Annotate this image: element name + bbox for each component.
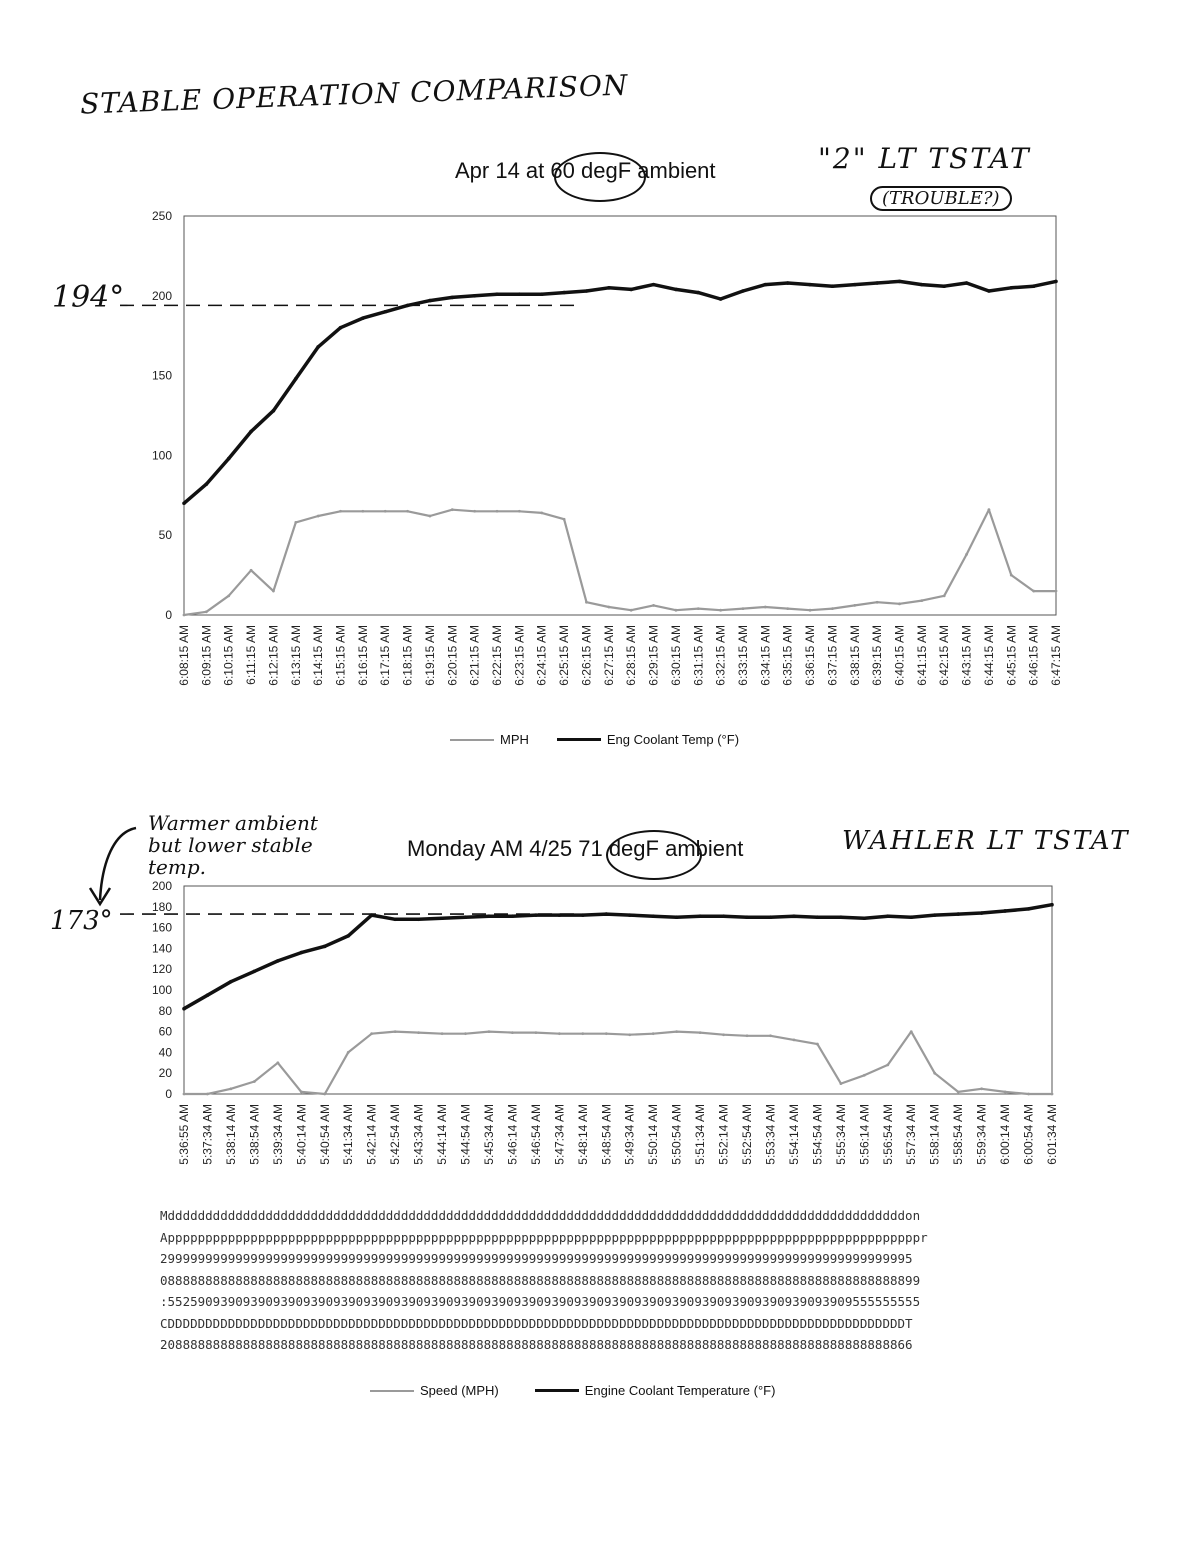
chart2-temp-circle-annotation — [606, 830, 702, 880]
chart2-coolant-point — [581, 913, 585, 917]
chart1-mph-point — [809, 609, 812, 612]
chart2-y-tick-label: 120 — [151, 962, 172, 977]
chart2-coolant-point — [769, 915, 773, 919]
chart2-mph-point — [957, 1091, 960, 1094]
chart2-x-tick-label: 5:46:54 AM — [528, 1104, 543, 1165]
chart2-y-tick-label: 100 — [151, 983, 172, 997]
chart1-x-tick-label: 6:36:15 AM — [803, 625, 818, 686]
chart1-mph-point — [988, 508, 991, 511]
chart2-x-tick-label: 5:37:34 AM — [200, 1104, 215, 1165]
chart1-x-tick-label: 6:43:15 AM — [959, 625, 974, 686]
garbled-row: 08888888888888888888888888888888888888888888888888888888888888888888888888888888888888888888888888899 — [160, 1272, 921, 1288]
chart2-mph-point — [581, 1032, 584, 1035]
chart1-x-tick-label: 6:45:15 AM — [1004, 625, 1019, 686]
chart2-mph-point — [417, 1031, 420, 1034]
chart2-mph-point — [746, 1034, 749, 1037]
chart1-coolant-point — [227, 457, 231, 461]
chart1-coolant-point — [853, 283, 857, 287]
chart1-coolant-point — [875, 281, 879, 285]
chart1-legend-coolant-label: Eng Coolant Temp (°F) — [606, 732, 740, 747]
chart1-mph-point — [406, 510, 409, 513]
chart1-y-tick-label: 0 — [165, 608, 172, 622]
chart2-mph-point — [933, 1072, 936, 1075]
chart2-y-tick-label: 20 — [158, 1066, 172, 1081]
chart1-x-tick-label: 6:35:15 AM — [780, 625, 795, 686]
chart1-mph-point — [183, 614, 186, 617]
chart2-y-tick-label: 160 — [151, 920, 172, 935]
chart2-mph-point — [910, 1030, 913, 1033]
chart2-mph-point — [699, 1031, 702, 1034]
chart1-coolant-point — [518, 292, 522, 296]
chart1-coolant-point — [205, 482, 209, 486]
chart2-x-tick-label: 6:00:14 AM — [998, 1104, 1013, 1165]
chart1-x-tick-label: 6:26:15 AM — [579, 625, 594, 686]
chart2-warmer-note-line3: temp. — [148, 855, 206, 879]
chart2-mph-point — [605, 1032, 608, 1035]
chart1-mph-point — [540, 511, 543, 514]
chart1-mph-point — [227, 594, 230, 597]
chart1-legend-mph-label: MPH — [500, 732, 529, 747]
chart1-coolant-point — [272, 409, 276, 413]
chart2-x-tick-label: 5:56:54 AM — [880, 1104, 895, 1165]
chart2-x-tick-label: 5:51:34 AM — [693, 1104, 708, 1165]
chart2-title-part-ambient: ambient — [665, 836, 744, 861]
chart1-mph-point — [429, 515, 432, 518]
chart1-mph-point — [585, 601, 588, 604]
chart1-x-tick-label: 6:12:15 AM — [266, 625, 281, 686]
chart1-coolant-point — [987, 289, 991, 293]
chart1-mph-point — [361, 510, 364, 513]
chart1-coolant-point — [674, 288, 678, 292]
chart1-coolant-point — [585, 289, 589, 293]
chart1-mph-point — [764, 606, 767, 609]
chart1-title-part-date: Apr 14 at — [455, 158, 545, 183]
chart2-mph-point — [464, 1032, 467, 1035]
chart1-coolant-point — [182, 501, 186, 505]
chart2-coolant-point — [863, 916, 867, 920]
chart2-tstat-note: WAHLER LT TSTAT — [842, 826, 1130, 856]
chart2-mph-point — [793, 1039, 796, 1042]
chart1-coolant-line — [184, 281, 1056, 503]
chart2-coolant-point — [675, 915, 679, 919]
chart1-x-tick-label: 6:25:15 AM — [557, 625, 572, 686]
chart1-coolant-point — [361, 316, 365, 320]
handwritten-page-title: STABLE OPERATION COMPARISON — [79, 68, 629, 121]
chart1-tstat-note: "2" LT TSTAT — [818, 142, 1031, 175]
chart1-mph-point — [674, 609, 677, 612]
chart2-coolant-point — [909, 915, 913, 919]
chart2-y-tick-label: 40 — [158, 1045, 172, 1060]
chart2-y-tick-label: 0 — [165, 1087, 172, 1101]
chart2-x-tick-label: 5:46:14 AM — [505, 1104, 520, 1165]
chart1-mph-point — [831, 607, 834, 610]
chart2-x-tick-label: 5:52:14 AM — [716, 1104, 731, 1165]
chart1-mph-point — [652, 604, 655, 607]
chart1-x-tick-label: 6:18:15 AM — [400, 625, 415, 686]
chart2-coolant-point — [1027, 907, 1031, 911]
chart1-legend-coolant-swatch — [557, 738, 601, 741]
chart2-mph-point — [839, 1082, 842, 1085]
chart2-x-tick-label: 5:53:34 AM — [763, 1104, 778, 1165]
chart2-mph-point — [441, 1032, 444, 1035]
chart1-y-tick-label: 250 — [151, 209, 172, 223]
chart1-mph-point — [876, 601, 879, 604]
chart1-coolant-point — [652, 283, 656, 287]
chart1-x-tick-label: 6:14:15 AM — [311, 625, 326, 686]
chart2-y-tick-label: 180 — [151, 899, 172, 914]
chart1-mph-point — [451, 508, 454, 511]
chart1-x-tick-label: 6:19:15 AM — [422, 625, 437, 686]
chart2-coolant-point — [370, 913, 374, 917]
chart2-mph-point — [816, 1043, 819, 1046]
chart2-x-tick-label: 5:43:34 AM — [411, 1104, 426, 1165]
chart1-y-tick-label: 200 — [151, 288, 172, 303]
chart1-x-tick-label: 6:15:15 AM — [333, 625, 348, 686]
chart1-mph-point — [1010, 574, 1013, 577]
chart2-mph-point — [1004, 1091, 1007, 1094]
chart1-x-tick-label: 6:21:15 AM — [467, 625, 482, 686]
chart2-svg — [0, 880, 1200, 1210]
chart2-coolant-point — [651, 914, 655, 918]
garbled-row: Appppppppppppppppppppppppppppppppppppppppppppppppppppppppppppppppppppppppppppppppppppppppppppppppppppr — [160, 1229, 928, 1245]
chart1-x-tick-label: 6:24:15 AM — [534, 625, 549, 686]
chart2-mph-point — [488, 1030, 491, 1033]
chart1-mph-point — [205, 610, 208, 613]
chart2-warmer-note-line1: Warmer ambient — [148, 811, 318, 835]
chart2-mph-point — [253, 1080, 256, 1083]
chart1-x-tick-label: 6:17:15 AM — [378, 625, 393, 686]
chart2-mph-point — [511, 1031, 514, 1034]
chart2-mph-point — [323, 1093, 326, 1096]
chart1-mph-point — [473, 510, 476, 513]
chart1-x-tick-label: 6:34:15 AM — [758, 625, 773, 686]
chart2-173-note: 173° — [50, 906, 113, 936]
chart1-mph-point — [607, 606, 610, 609]
chart1-x-tick-label: 6:30:15 AM — [668, 625, 683, 686]
chart2-x-tick-label: 5:42:14 AM — [364, 1104, 379, 1165]
chart1-x-tick-label: 6:09:15 AM — [199, 625, 214, 686]
chart1-x-tick-label: 6:10:15 AM — [221, 625, 236, 686]
chart2-legend-speed-swatch — [370, 1390, 414, 1392]
chart2-x-tick-label: 5:57:34 AM — [904, 1104, 919, 1165]
chart1-coolant-point — [495, 292, 499, 296]
chart2-y-tick-label: 140 — [151, 941, 172, 956]
chart1-mph-point — [384, 510, 387, 513]
chart1-coolant-point — [629, 288, 633, 292]
chart1-mph-point — [496, 510, 499, 513]
chart1-coolant-point — [898, 280, 902, 284]
chart1-coolant-point — [294, 377, 298, 381]
chart1-coolant-point — [1054, 280, 1058, 284]
chart2-coolant-point — [1003, 909, 1007, 913]
chart1-y-tick-label: 100 — [151, 448, 172, 463]
chart2-coolant-point — [511, 914, 515, 918]
chart2-coolant-point — [299, 951, 303, 955]
chart1-x-tick-label: 6:46:15 AM — [1026, 625, 1041, 686]
chart2-x-tick-label: 5:54:14 AM — [786, 1104, 801, 1165]
chart2-mph-point — [1027, 1093, 1030, 1096]
chart1-mph-point — [697, 607, 700, 610]
chart2-x-tick-label: 5:58:54 AM — [951, 1104, 966, 1165]
chart2-x-tick-label: 5:40:14 AM — [294, 1104, 309, 1165]
chart1-mph-point — [853, 604, 856, 607]
chart1-coolant-point — [451, 296, 455, 300]
chart2-mph-point — [558, 1032, 561, 1035]
chart2-mph-point — [863, 1074, 866, 1077]
chart2-mph-point — [722, 1033, 725, 1036]
chart1-trouble-note: (TROUBLE?) — [870, 186, 1012, 211]
chart2-coolant-point — [792, 914, 796, 918]
chart1-mph-point — [518, 510, 521, 513]
chart2-coolant-point — [534, 913, 538, 917]
chart1-mph-point — [742, 607, 745, 610]
chart1-legend — [450, 732, 739, 747]
chart1-x-tick-label: 6:42:15 AM — [937, 625, 952, 686]
chart1-y-tick-label: 150 — [151, 368, 172, 383]
garbled-row: 2088888888888888888888888888888888888888888888888888888888888888888888888888888888888888888888888866 — [160, 1337, 913, 1352]
chart2-y-tick-label: 200 — [151, 880, 172, 893]
chart2-coolant-point — [886, 914, 890, 918]
chart1-coolant-point — [249, 430, 253, 434]
chart2-x-tick-label: 5:41:34 AM — [341, 1104, 356, 1165]
chart1-y-tick-label: 50 — [158, 528, 172, 543]
chart2-coolant-point — [253, 969, 257, 973]
chart2-x-tick-label: 5:50:54 AM — [669, 1104, 684, 1165]
chart1-mph-point — [630, 609, 633, 612]
chart2-coolant-point — [323, 945, 327, 949]
chart1-coolant-point — [473, 294, 477, 298]
chart1-mph-point — [1032, 590, 1035, 593]
chart2-mph-point — [370, 1032, 373, 1035]
chart1-coolant-point — [741, 289, 745, 293]
chart2-coolant-point — [722, 914, 726, 918]
chart1-mph-line — [184, 510, 1056, 615]
chart1-x-tick-label: 6:38:15 AM — [847, 625, 862, 686]
chart1-coolant-point — [406, 304, 410, 308]
chart2-coolant-point — [229, 980, 233, 984]
chart1-x-tick-label: 6:20:15 AM — [445, 625, 460, 686]
chart2-mph-point — [628, 1033, 631, 1036]
chart2-x-tick-label: 5:55:34 AM — [833, 1104, 848, 1165]
garbled-data-table — [160, 1205, 1070, 1356]
chart2-mph-point — [183, 1093, 186, 1096]
chart2-coolant-point — [698, 914, 702, 918]
chart2-y-tick-label: 80 — [158, 1003, 172, 1018]
garbled-row: Mddddddddddddddddddddddddddddddddddddddddddddddddddddddddddddddddddddddddddddddddddddddddddddddddddon — [160, 1208, 921, 1223]
chart2-x-tick-label: 5:58:14 AM — [927, 1104, 942, 1165]
chart2-mph-point — [1051, 1093, 1054, 1096]
chart1-legend-mph-swatch — [450, 739, 494, 741]
chart2-coolant-point — [745, 915, 749, 919]
chart2-title-part-date: Monday AM 4/25 — [407, 836, 573, 861]
chart2-coolant-point — [182, 1007, 186, 1011]
chart2-x-tick-label: 5:48:54 AM — [599, 1104, 614, 1165]
chart1-coolant-point — [383, 310, 387, 314]
chart1-mph-point — [294, 521, 297, 524]
chart2-x-tick-label: 5:38:14 AM — [223, 1104, 238, 1165]
chart1-x-tick-label: 6:40:15 AM — [892, 625, 907, 686]
chart1-x-tick-label: 6:16:15 AM — [355, 625, 370, 686]
chart1-x-tick-label: 6:23:15 AM — [512, 625, 527, 686]
chart2-mph-point — [675, 1030, 678, 1033]
chart2-coolant-point — [816, 915, 820, 919]
chart1-mph-point — [786, 607, 789, 610]
chart1-mph-point — [943, 594, 946, 597]
chart2-coolant-point — [393, 917, 397, 921]
chart1-x-tick-label: 6:08:15 AM — [177, 625, 191, 686]
chart2-legend-speed-label: Speed (MPH) — [420, 1383, 499, 1398]
chart1-coolant-point — [1009, 286, 1013, 290]
chart2-x-tick-label: 5:56:14 AM — [857, 1104, 872, 1165]
chart2-coolant-point — [276, 959, 280, 963]
chart2-mph-point — [769, 1034, 772, 1037]
chart2-mph-point — [347, 1051, 350, 1054]
chart2-mph-point — [300, 1091, 303, 1094]
chart2-coolant-point — [1050, 903, 1054, 907]
chart1-temp-circle-annotation — [554, 152, 646, 202]
chart2-warmer-note-line2: but lower stable — [148, 833, 313, 857]
chart1-mph-point — [339, 510, 342, 513]
chart2-mph-point — [534, 1031, 537, 1034]
chart1-x-tick-label: 6:47:15 AM — [1049, 625, 1063, 686]
chart1-coolant-point — [719, 297, 723, 301]
chart2-coolant-point — [933, 913, 937, 917]
chart2-x-tick-label: 5:42:54 AM — [388, 1104, 403, 1165]
chart2-legend-coolant-swatch — [535, 1389, 579, 1392]
chart2-coolant-point — [417, 917, 421, 921]
chart2-coolant-line — [184, 905, 1052, 1009]
chart2-mph-point — [980, 1087, 983, 1090]
chart2-coolant-point — [956, 912, 960, 916]
chart2-x-tick-label: 5:39:34 AM — [270, 1104, 285, 1165]
chart1-mph-point — [272, 590, 275, 593]
chart2-x-tick-label: 5:44:54 AM — [458, 1104, 473, 1165]
chart1-coolant-point — [808, 283, 812, 287]
chart1-mph-point — [965, 553, 968, 556]
chart2-x-tick-label: 5:38:54 AM — [247, 1104, 262, 1165]
chart2-x-tick-label: 5:54:54 AM — [810, 1104, 825, 1165]
chart2-x-tick-label: 5:47:34 AM — [552, 1104, 567, 1165]
chart1-title-part-temp: 60 degF — [550, 158, 632, 183]
chart2-mph-point — [652, 1032, 655, 1035]
chart1-mph-point — [920, 599, 923, 602]
chart2-coolant-point — [206, 993, 210, 997]
chart1-coolant-point — [562, 291, 566, 295]
chart1-x-tick-label: 6:33:15 AM — [735, 625, 750, 686]
chart1-194-note: 194° — [52, 280, 125, 315]
chart1-coolant-point — [786, 281, 790, 285]
chart1-x-tick-label: 6:32:15 AM — [713, 625, 728, 686]
chart1-mph-point — [898, 602, 901, 605]
chart1-coolant-point — [316, 345, 320, 349]
chart2-warmer-note — [148, 812, 318, 878]
chart1-mph-point — [317, 515, 320, 518]
chart1-coolant-point — [607, 286, 611, 290]
chart2-x-tick-label: 5:44:14 AM — [435, 1104, 450, 1165]
chart1-coolant-point — [764, 283, 768, 287]
chart1-coolant-point — [428, 299, 432, 303]
chart1-coolant-point — [696, 291, 700, 295]
chart1-x-tick-label: 6:37:15 AM — [825, 625, 840, 686]
chart1-mph-point — [250, 569, 253, 572]
chart1-x-tick-label: 6:41:15 AM — [914, 625, 929, 686]
garbled-row: 2999999999999999999999999999999999999999999999999999999999999999999999999999999999999999999999999995 — [160, 1251, 913, 1266]
chart1-x-tick-label: 6:29:15 AM — [646, 625, 661, 686]
chart2-coolant-point — [346, 934, 350, 938]
chart1-x-tick-label: 6:11:15 AM — [244, 625, 259, 685]
chart1-mph-point — [563, 518, 566, 521]
garbled-row: CDDDDDDDDDDDDDDDDDDDDDDDDDDDDDDDDDDDDDDDDDDDDDDDDDDDDDDDDDDDDDDDDDDDDDDDDDDDDDDDDDDDDDDDDDDDDDDDDDDT — [160, 1315, 913, 1331]
chart2-y-tick-label: 60 — [158, 1024, 172, 1039]
chart1-x-tick-label: 6:13:15 AM — [288, 625, 303, 686]
chart2-coolant-point — [980, 911, 984, 915]
chart2-x-tick-label: 5:45:34 AM — [481, 1104, 496, 1165]
chart2-x-tick-label: 5:49:34 AM — [622, 1104, 637, 1165]
chart2-title-part-temp: 71 degF — [578, 836, 659, 861]
chart2-x-tick-label: 5:52:54 AM — [740, 1104, 755, 1165]
chart1-plot-frame — [184, 216, 1056, 615]
chart2-x-tick-label: 6:01:34 AM — [1045, 1104, 1059, 1165]
chart2-coolant-point — [487, 914, 491, 918]
chart1-coolant-point — [540, 292, 544, 296]
chart2-mph-point — [206, 1093, 209, 1096]
chart1-coolant-point — [1032, 284, 1036, 288]
chart2-x-tick-label: 5:48:14 AM — [575, 1104, 590, 1165]
chart2-mph-line — [184, 1032, 1052, 1094]
chart2-coolant-point — [558, 913, 562, 917]
chart1-title-part-ambient: ambient — [637, 158, 716, 183]
chart2-legend — [370, 1383, 775, 1398]
garbled-row: :5525909390939093909390939093909390939093909390939093909390939093909390939093909390939093909555555555 — [160, 1294, 921, 1309]
chart1-coolant-point — [942, 284, 946, 288]
chart1-x-tick-label: 6:22:15 AM — [490, 625, 505, 686]
chart1-x-tick-label: 6:44:15 AM — [981, 625, 996, 686]
chart2-mph-point — [394, 1030, 397, 1033]
chart1-x-tick-label: 6:31:15 AM — [691, 625, 706, 686]
chart2-mph-point — [230, 1087, 233, 1090]
chart1-mph-point — [719, 609, 722, 612]
chart2-coolant-point — [604, 912, 608, 916]
chart2-legend-coolant-label: Engine Coolant Temperature (°F) — [584, 1383, 776, 1398]
chart1-coolant-point — [920, 283, 924, 287]
chart2-x-tick-label: 5:59:34 AM — [974, 1104, 989, 1165]
chart1-mph-point — [1055, 590, 1058, 593]
chart1-coolant-point — [339, 326, 343, 330]
chart2-coolant-point — [839, 915, 843, 919]
chart2-x-tick-label: 5:50:14 AM — [646, 1104, 661, 1165]
chart1-x-tick-label: 6:39:15 AM — [870, 625, 885, 686]
chart1-coolant-point — [831, 284, 835, 288]
chart2-coolant-point — [440, 916, 444, 920]
chart1-svg — [0, 200, 1200, 730]
chart2-x-tick-label: 5:36:55 AM — [177, 1104, 191, 1165]
chart2-mph-point — [276, 1061, 279, 1064]
chart2-x-tick-label: 5:40:54 AM — [317, 1104, 332, 1165]
chart2-mph-point — [886, 1063, 889, 1066]
chart2-x-tick-label: 6:00:54 AM — [1021, 1104, 1036, 1165]
chart2-coolant-point — [628, 913, 632, 917]
chart1-coolant-point — [965, 281, 969, 285]
chart2-coolant-point — [464, 915, 468, 919]
chart1-x-tick-label: 6:28:15 AM — [624, 625, 639, 686]
chart1-x-tick-label: 6:27:15 AM — [601, 625, 616, 686]
